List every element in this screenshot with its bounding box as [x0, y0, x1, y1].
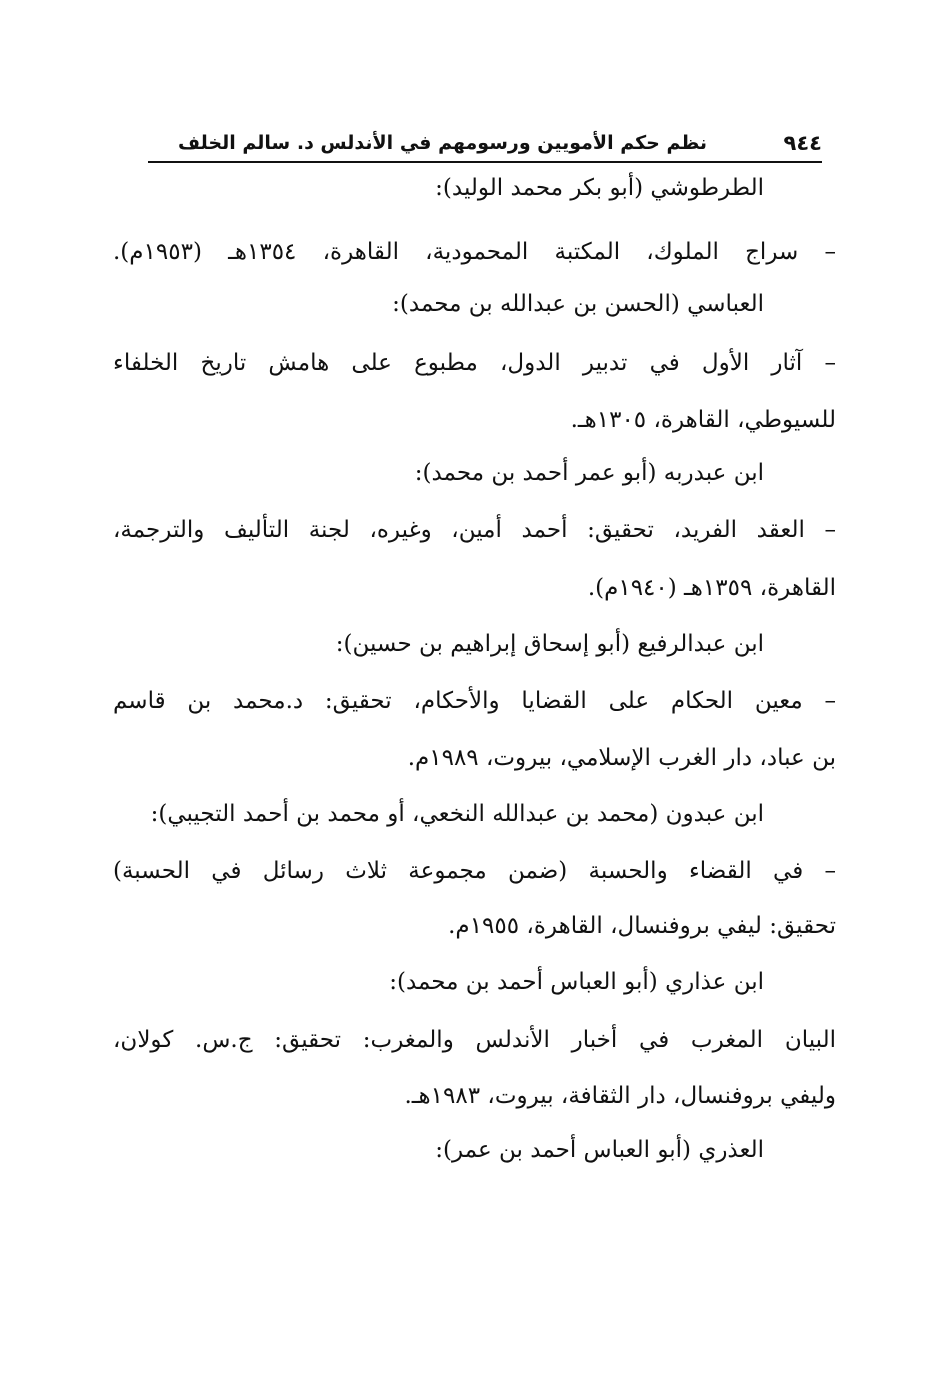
- running-title: نظم حكم الأمويين ورسومهم في الأندلس د. سالم الخلف: [178, 132, 707, 154]
- bibliography-work: البيان المغرب في أخبار الأندلس والمغرب: تحقيق: ج.س. كولان،: [113, 1027, 836, 1053]
- bibliography-work: – آثار الأول في تدبير الدول، مطبوع على هامش تاريخ الخلفاء: [113, 350, 836, 376]
- bibliography-work-continuation: تحقيق: ليفي بروفنسال، القاهرة، ١٩٥٥م.: [448, 913, 836, 939]
- bibliography-author: ابن عذاري (أبو العباس أحمد بن محمد):: [389, 969, 764, 995]
- bibliography-author: ابن عبدون (محمد بن عبدالله النخعي، أو محمد بن أحمد التجيبي):: [150, 801, 764, 827]
- page-number: ٩٤٤: [783, 131, 822, 155]
- bibliography-work: – العقد الفريد، تحقيق: أحمد أمين، وغيره، لجنة التأليف والترجمة،: [113, 517, 836, 543]
- bibliography-author: ابن عبدالرفيع (أبو إسحاق إبراهيم بن حسين):: [335, 631, 764, 657]
- bibliography-work: – سراج الملوك، المكتبة المحمودية، القاهرة، ١٣٥٤هـ (١٩٥٣م).: [113, 239, 836, 265]
- bibliography-work-continuation: القاهرة، ١٣٥٩هـ (١٩٤٠م).: [587, 575, 836, 601]
- bibliography-author: ابن عبدربه (أبو عمر أحمد بن محمد):: [414, 460, 764, 486]
- bibliography-author: العذري (أبو العباس أحمد بن عمر):: [435, 1137, 764, 1163]
- bibliography-work: – معين الحكام على القضايا والأحكام، تحقيق: د.محمد بن قاسم: [113, 688, 836, 714]
- bibliography-work-continuation: وليفي بروفنسال، دار الثقافة، بيروت، ١٩٨٣هـ.: [404, 1083, 836, 1109]
- bibliography-work-continuation: بن عباد، دار الغرب الإسلامي، بيروت، ١٩٨٩م.: [407, 745, 836, 771]
- bibliography-author: العباسي (الحسن بن عبدالله بن محمد):: [392, 291, 764, 317]
- bibliography-work-continuation: للسيوطي، القاهرة، ١٣٠٥هـ.: [570, 407, 836, 433]
- bibliography-work: – في القضاء والحسبة (ضمن مجموعة ثلاث رسائل في الحسبة): [113, 858, 836, 884]
- bibliography-author: الطرطوشي (أبو بكر محمد الوليد):: [435, 175, 764, 201]
